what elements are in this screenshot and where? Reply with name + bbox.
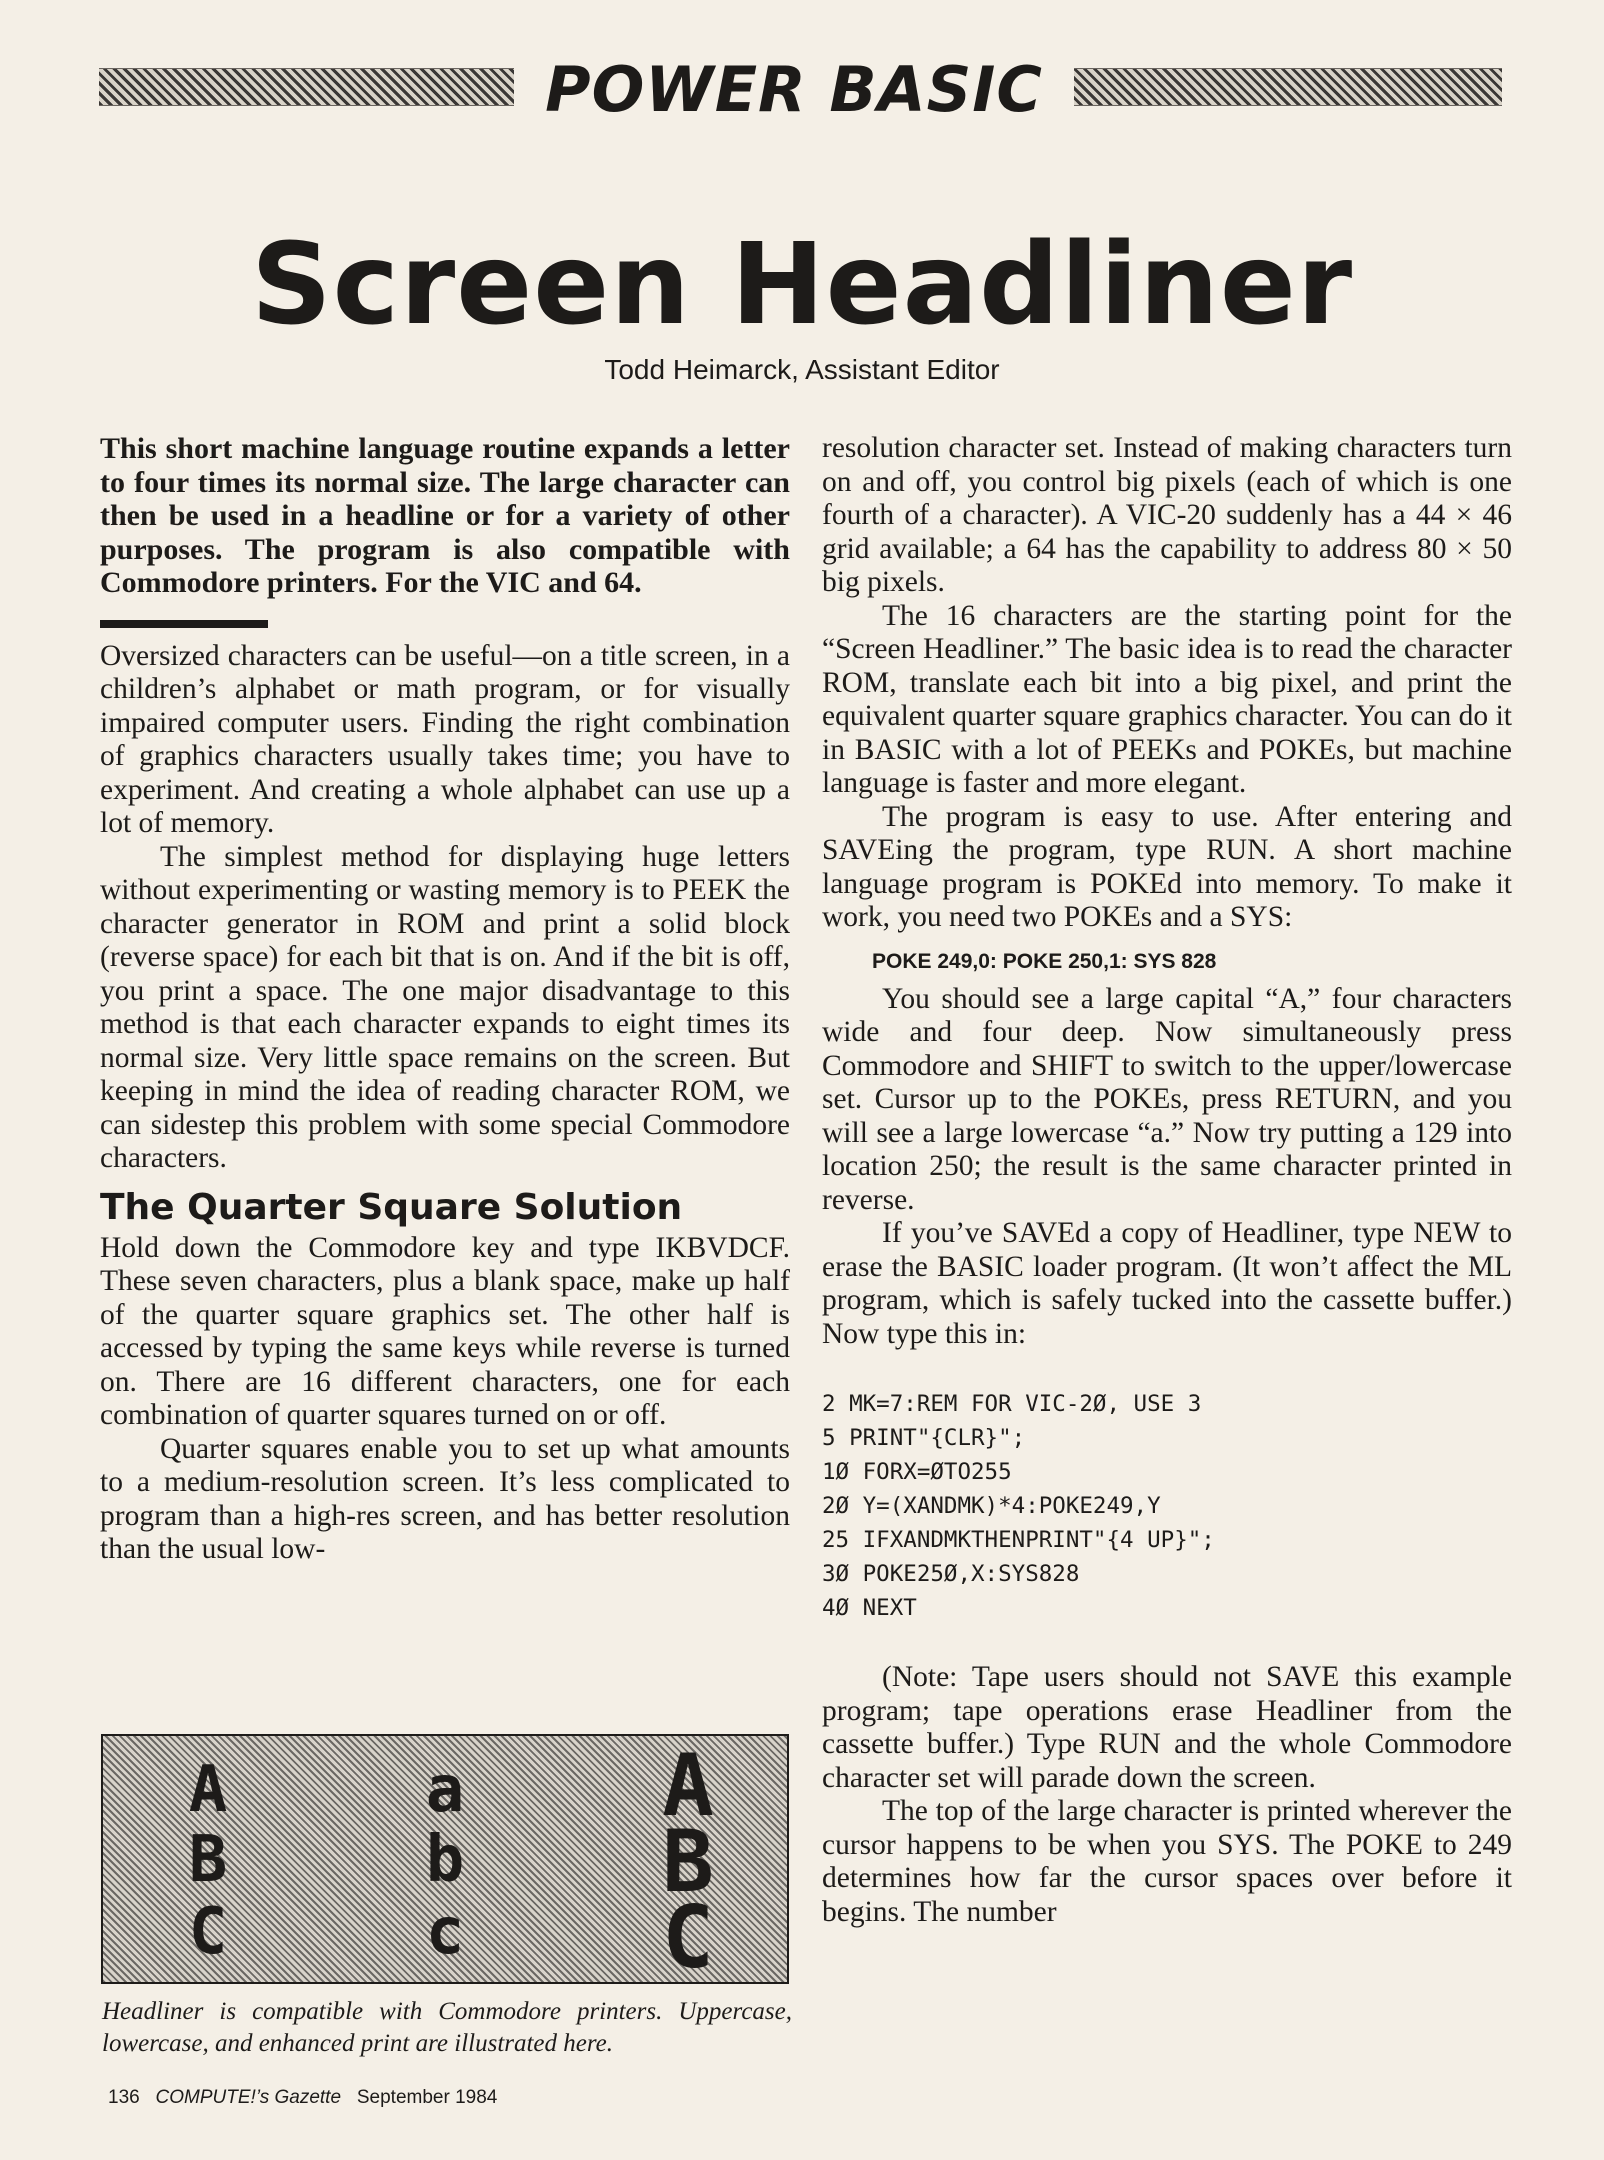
enhanced-glyph: A	[662, 1736, 714, 1836]
body-paragraph: Hold down the Commodore key and type IKBVDCF. These seven characters, plus a blank space, make up half of the quarter square graphics set. The other half is accessed by typing the same keys while reverse is turned on. There are 16 different characters, one for each combination of quarter squares turned on or off.	[100, 1231, 790, 1431]
lowercase-glyph: b	[425, 1823, 465, 1897]
lowercase-glyph: a	[425, 1753, 465, 1827]
article-title: Screen Headliner	[250, 220, 1354, 350]
section-label: POWER BASIC	[514, 53, 1074, 127]
body-paragraph: The program is easy to use. After entering and SAVEing the program, type RUN. A short machine language program is POKEd into memory. To make it work, you need two POKEs and a SYS:	[822, 800, 1512, 933]
body-paragraph: Oversized characters can be useful—on a title screen, in a children’s alphabet or math program, or for visually impaired computer users. Finding the right combination of graphics characters usually takes time; you have to experiment. And creating a whole alphabet can use up a lot of memory.	[100, 639, 790, 839]
body-paragraph: The top of the large character is printed wherever the cursor happens to be when you SYS. The POKE to 249 determines how far the cursor spaces over before it begins. The number	[822, 1795, 1512, 1928]
body-paragraph: Quarter squares enable you to set up what amounts to a medium-resolution screen. It’s less complicated to program than a high-res screen, and has better resolution than the usual low-	[100, 1432, 790, 1565]
uppercase-glyph: C	[188, 1895, 228, 1969]
code-listing	[822, 1387, 1512, 1625]
body-paragraph: The simplest method for displaying huge letters without experimenting or wasting memory is to PEEK the character generator in ROM and print a solid block (reverse space) for each bit that is on. And if the bit is off, you print a space. The one major disadvantage to this method is that each character expands to eight times its normal size. Very little space remains on the screen. But keeping in mind the idea of reading character ROM, we can sidestep this problem with some special Commodore characters.	[100, 840, 790, 1174]
lowercase-glyph: c	[425, 1895, 465, 1969]
intro-rule	[100, 620, 268, 628]
code-line: 5 PRINT"{CLR}";	[822, 1425, 1026, 1451]
magazine-name: COMPUTE!’s Gazette	[155, 2087, 342, 2108]
code-line: 25 IFXANDMKTHENPRINT"{4 UP}";	[822, 1527, 1215, 1553]
body-paragraph: The 16 characters are the starting point for the “Screen Headliner.” The basic idea is to read the character ROM, translate each bit into a big pixel, and print the equivalent quarter square graphics character. You can do it in BASIC with a lot of PEEKs and POKEs, but machine language is faster and more elegant.	[822, 599, 1512, 799]
page-number: 136	[108, 2087, 140, 2108]
body-paragraph: resolution character set. Instead of making characters turn on and off, you control big pixels (each of which is one fourth of a character). A VIC-20 suddenly has a 44 × 46 grid available; a 64 has the capability to address 80 × 50 big pixels.	[822, 432, 1512, 598]
left-column	[100, 432, 790, 1567]
page-footer	[108, 2086, 497, 2110]
body-paragraph: You should see a large capital “A,” four characters wide and four deep. Now simultaneously press Commodore and SHIFT to switch to the upper/lowercase set. Cursor up to the POKEs, press RETURN, and you will see a large lowercase “a.” Now try putting a 129 into location 250; the result is the same character printed in reverse.	[822, 982, 1512, 1216]
body-paragraph: (Note: Tape users should not SAVE this example program; tape operations erase Headliner from the cassette buffer.) Type RUN and the whole Commodore character set will parade down the screen.	[822, 1661, 1512, 1794]
intro-paragraph: This short machine language routine expands a letter to four times its normal size. The large character can then be used in a headline or for a variety of other purposes. The program is also compatible with Commodore printers. For the VIC and 64.	[100, 432, 790, 599]
enhanced-glyph: B	[662, 1812, 714, 1912]
code-line: 1Ø FORX=ØTO255	[822, 1459, 1012, 1485]
code-line: 2Ø Y=(XANDMK)*4:POKE249,Y	[822, 1493, 1161, 1519]
article-byline: Todd Heimarck, Assistant Editor	[604, 354, 1000, 385]
printer-sample-figure	[101, 1734, 789, 1988]
section-subhead: The Quarter Square Solution	[100, 1186, 683, 1228]
sys-command: POKE 249,0: POKE 250,1: SYS 828	[872, 949, 1217, 973]
issue-date: September 1984	[356, 2087, 498, 2108]
enhanced-glyph: C	[662, 1888, 714, 1988]
body-paragraph: If you’ve SAVEd a copy of Headliner, type NEW to erase the BASIC loader program. (It won’t affect the ML program, which is safely tucked into the cassette buffer.) Now type this in:	[822, 1217, 1512, 1350]
code-line: 2 MK=7:REM FOR VIC-2Ø, USE 3	[822, 1391, 1202, 1417]
uppercase-glyph: A	[188, 1753, 228, 1827]
figure-caption: Headliner is compatible with Commodore printers. Uppercase, lowercase, and enhanced print are illustrated here.	[102, 1998, 792, 2057]
code-line: 3Ø POKE25Ø,X:SYS828	[822, 1561, 1080, 1587]
right-column	[822, 432, 1512, 1929]
uppercase-glyph: B	[188, 1823, 228, 1897]
code-line: 4Ø NEXT	[822, 1595, 917, 1621]
